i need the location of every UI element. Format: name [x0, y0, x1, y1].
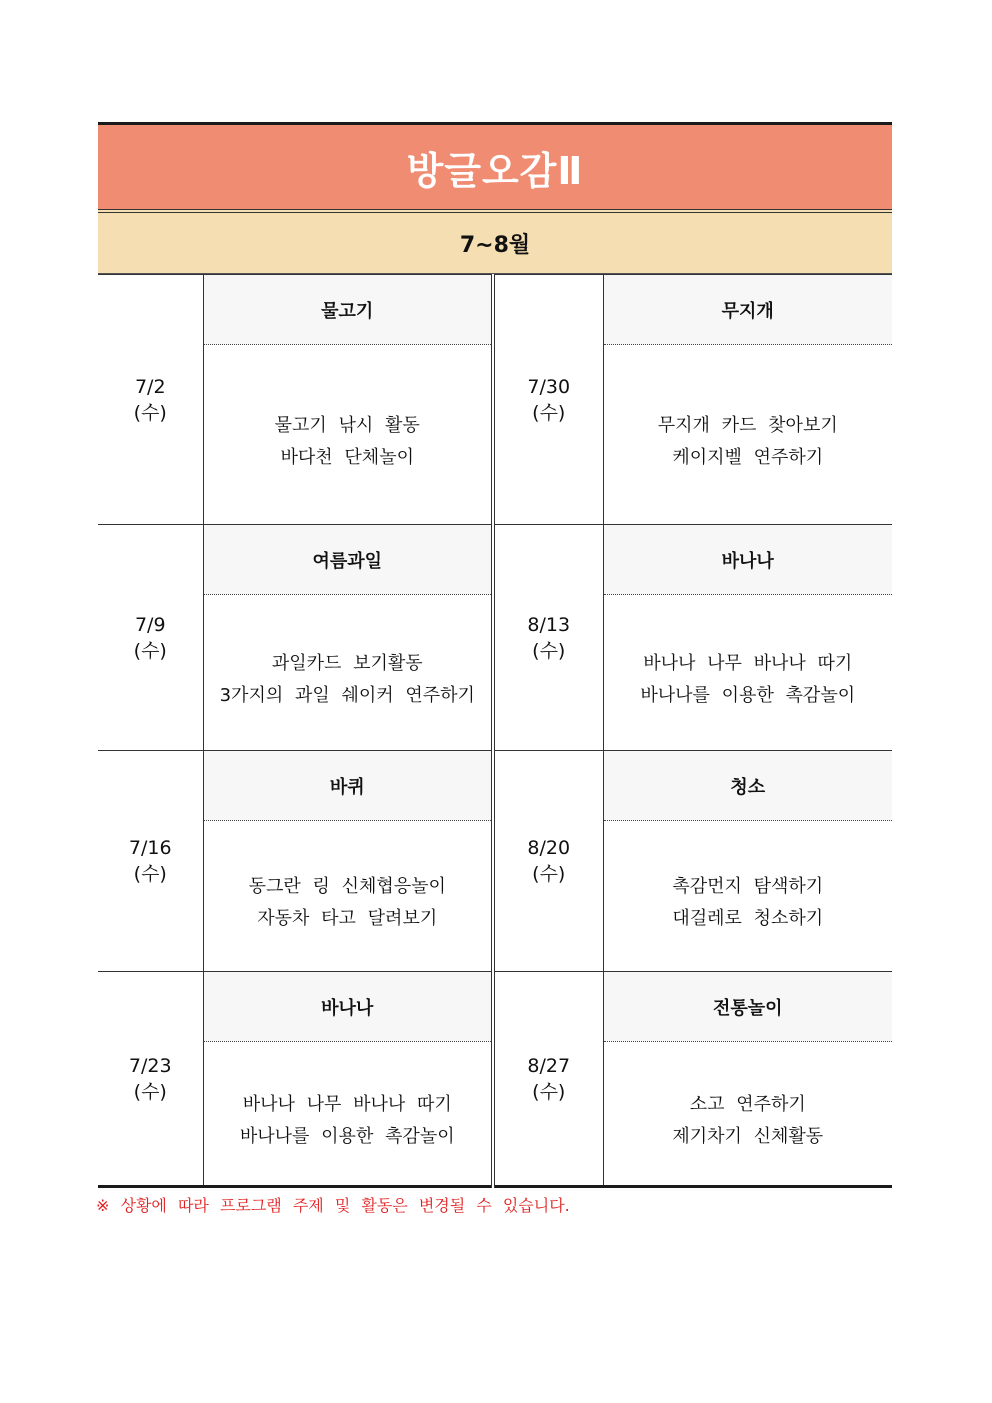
date-label: 7/9: [134, 613, 166, 636]
activity-list: [204, 595, 492, 750]
activity-list: [604, 1042, 893, 1185]
weekday-label: (수): [532, 863, 566, 885]
program-title: 방글오감Ⅱ: [406, 148, 584, 193]
title-banner: [98, 122, 892, 209]
date-label: 8/13: [527, 613, 571, 636]
date-cell: [98, 972, 203, 1187]
weekday-label: (수): [133, 639, 167, 662]
date-label: 7/30: [527, 375, 571, 398]
topic-label: 물고기: [204, 275, 492, 345]
weekday-label: (수): [133, 863, 167, 885]
date-cell: [98, 751, 203, 972]
date-label: 8/20: [527, 837, 571, 859]
activity-item: 바나나를 이용한 촉감놀이: [640, 684, 856, 706]
schedule-row: [98, 972, 892, 1187]
activity-item: 촉감먼지 탐색하기: [672, 876, 824, 897]
schedule-table: [98, 274, 892, 1188]
schedule-sheet: [98, 122, 892, 1188]
topic-label: 여름과일: [204, 525, 492, 595]
topic-label: 바퀴: [204, 751, 492, 821]
date-cell: [98, 525, 203, 751]
activity-item: 케이지벨 연주하기: [672, 446, 824, 468]
date-label: 7/23: [128, 1054, 172, 1077]
activity-item: 바다천 단체놀이: [280, 446, 414, 468]
date-cell: [493, 275, 603, 525]
activity-item: 대걸레로 청소하기: [672, 908, 824, 929]
activity-list: [204, 345, 492, 524]
change-notice: ※ 상황에 따라 프로그램 주제 및 활동은 변경될 수 있습니다.: [96, 1196, 570, 1215]
weekday-label: (수): [133, 401, 167, 424]
date-label: 7/16: [128, 837, 172, 859]
session-cell: [203, 275, 493, 525]
session-cell: [603, 525, 892, 751]
activity-item: 3가지의 과일 쉐이커 연주하기: [219, 684, 475, 706]
topic-label: 청소: [604, 751, 893, 821]
activity-list: [604, 595, 893, 750]
topic-label: 무지개: [604, 275, 893, 345]
date-cell: [493, 525, 603, 751]
weekday-label: (수): [532, 639, 566, 662]
session-cell: [603, 751, 892, 972]
topic-label: 전통놀이: [604, 972, 893, 1042]
session-cell: [603, 972, 892, 1187]
date-label: 7/2: [134, 375, 166, 398]
activity-item: 바나나 나무 바나나 따기: [643, 652, 853, 674]
weekday-label: (수): [532, 1080, 566, 1103]
activity-item: 동그란 링 신체협응놀이: [248, 876, 446, 897]
period-label: 7~8월: [459, 232, 531, 258]
activity-item: 제기차기 신체활동: [672, 1125, 824, 1147]
schedule-row: [98, 275, 892, 525]
activity-item: 물고기 낚시 활동: [274, 414, 420, 436]
weekday-label: (수): [532, 401, 566, 424]
date-cell: [493, 972, 603, 1187]
date-cell: [98, 275, 203, 525]
session-cell: [203, 751, 493, 972]
activity-list: [604, 345, 893, 524]
period-banner: [98, 209, 892, 274]
session-cell: [203, 972, 493, 1187]
activity-item: 자동차 타고 달려보기: [257, 908, 438, 929]
activity-item: 과일카드 보기활동: [271, 652, 423, 674]
activity-item: 무지개 카드 찾아보기: [657, 414, 838, 436]
activity-item: 바나나 나무 바나나 따기: [242, 1093, 452, 1115]
activity-item: 바나나를 이용한 촉감놀이: [239, 1125, 455, 1147]
session-cell: [603, 275, 892, 525]
schedule-row: [98, 751, 892, 972]
activity-list: [204, 1042, 492, 1185]
weekday-label: (수): [133, 1080, 167, 1103]
topic-label: 바나나: [204, 972, 492, 1042]
schedule-row: [98, 525, 892, 751]
activity-list: [604, 821, 893, 971]
activity-list: [204, 821, 492, 971]
topic-label: 바나나: [604, 525, 893, 595]
date-label: 8/27: [527, 1054, 571, 1077]
session-cell: [203, 525, 493, 751]
date-cell: [493, 751, 603, 972]
activity-item: 소고 연주하기: [689, 1093, 806, 1115]
